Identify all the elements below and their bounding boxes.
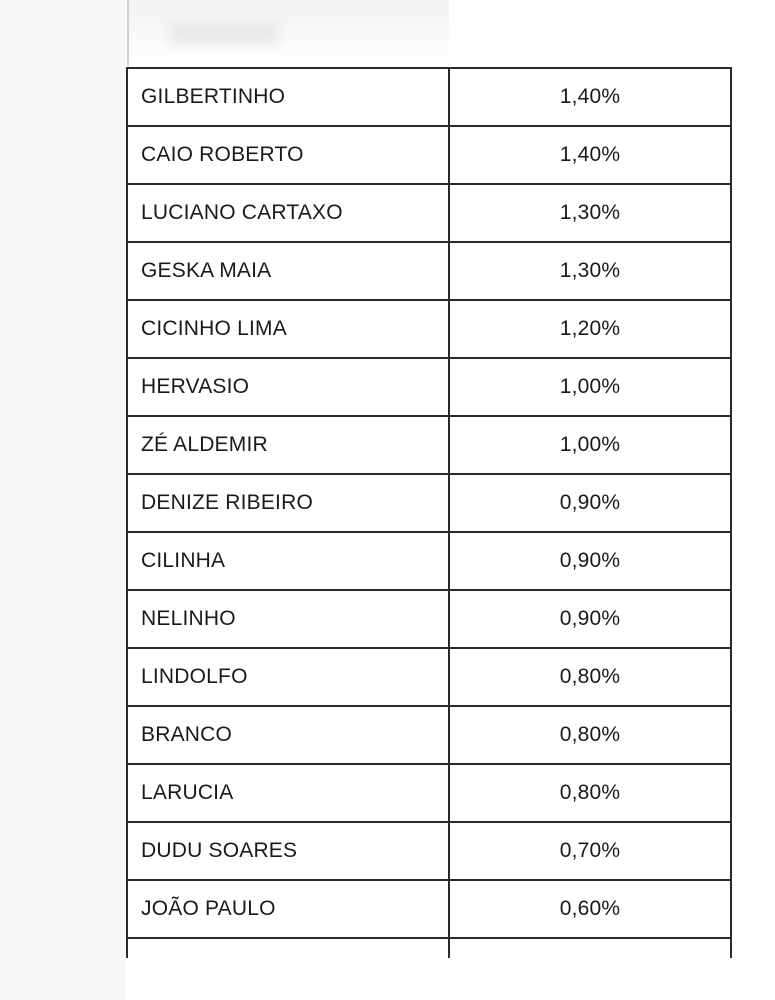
candidate-name: HERVASIO [127,358,449,416]
table-row [127,242,731,300]
vote-percent: 0,80% [449,648,731,706]
vote-percent: 1,00% [449,358,731,416]
candidate-name: CILINHA [127,532,449,590]
table-row [127,358,731,416]
table-row [127,706,731,764]
candidate-name: DENIZE RIBEIRO [127,474,449,532]
vote-percent: 1,30% [449,184,731,242]
blurred-text-smudge [169,22,279,44]
vote-percent: 0,60% [449,880,731,938]
table-row [127,822,731,880]
blurred-header-cell [127,0,449,66]
vote-percent: 1,40% [449,68,731,126]
cut-off-cell [127,938,449,958]
candidate-name: JOÃO PAULO [127,880,449,938]
vote-percent: 0,90% [449,474,731,532]
table-row [127,416,731,474]
cut-off-cell [449,938,731,958]
candidate-name: BRANCO [127,706,449,764]
results-table-body [127,68,731,958]
candidate-name: LARUCIA [127,764,449,822]
table-row [127,532,731,590]
table-row [127,880,731,938]
candidate-name: CICINHO LIMA [127,300,449,358]
vote-percent: 1,30% [449,242,731,300]
table-row-cut-off [127,938,731,958]
table-row [127,648,731,706]
results-table [126,67,732,958]
table-row [127,590,731,648]
vote-percent: 0,70% [449,822,731,880]
candidate-name: LUCIANO CARTAXO [127,184,449,242]
candidate-name: ZÉ ALDEMIR [127,416,449,474]
table-row [127,764,731,822]
candidate-name: NELINHO [127,590,449,648]
candidate-name: CAIO ROBERTO [127,126,449,184]
vote-percent: 0,90% [449,532,731,590]
page-margin [0,0,125,1000]
table-row [127,184,731,242]
candidate-name: LINDOLFO [127,648,449,706]
vote-percent: 1,00% [449,416,731,474]
table-row [127,300,731,358]
vote-percent: 0,80% [449,706,731,764]
vote-percent: 0,90% [449,590,731,648]
table-row [127,474,731,532]
vote-percent: 0,80% [449,764,731,822]
candidate-name: GESKA MAIA [127,242,449,300]
candidate-name: GILBERTINHO [127,68,449,126]
table-row [127,126,731,184]
vote-percent: 1,20% [449,300,731,358]
vote-percent: 1,40% [449,126,731,184]
candidate-name: DUDU SOARES [127,822,449,880]
table-row [127,68,731,126]
